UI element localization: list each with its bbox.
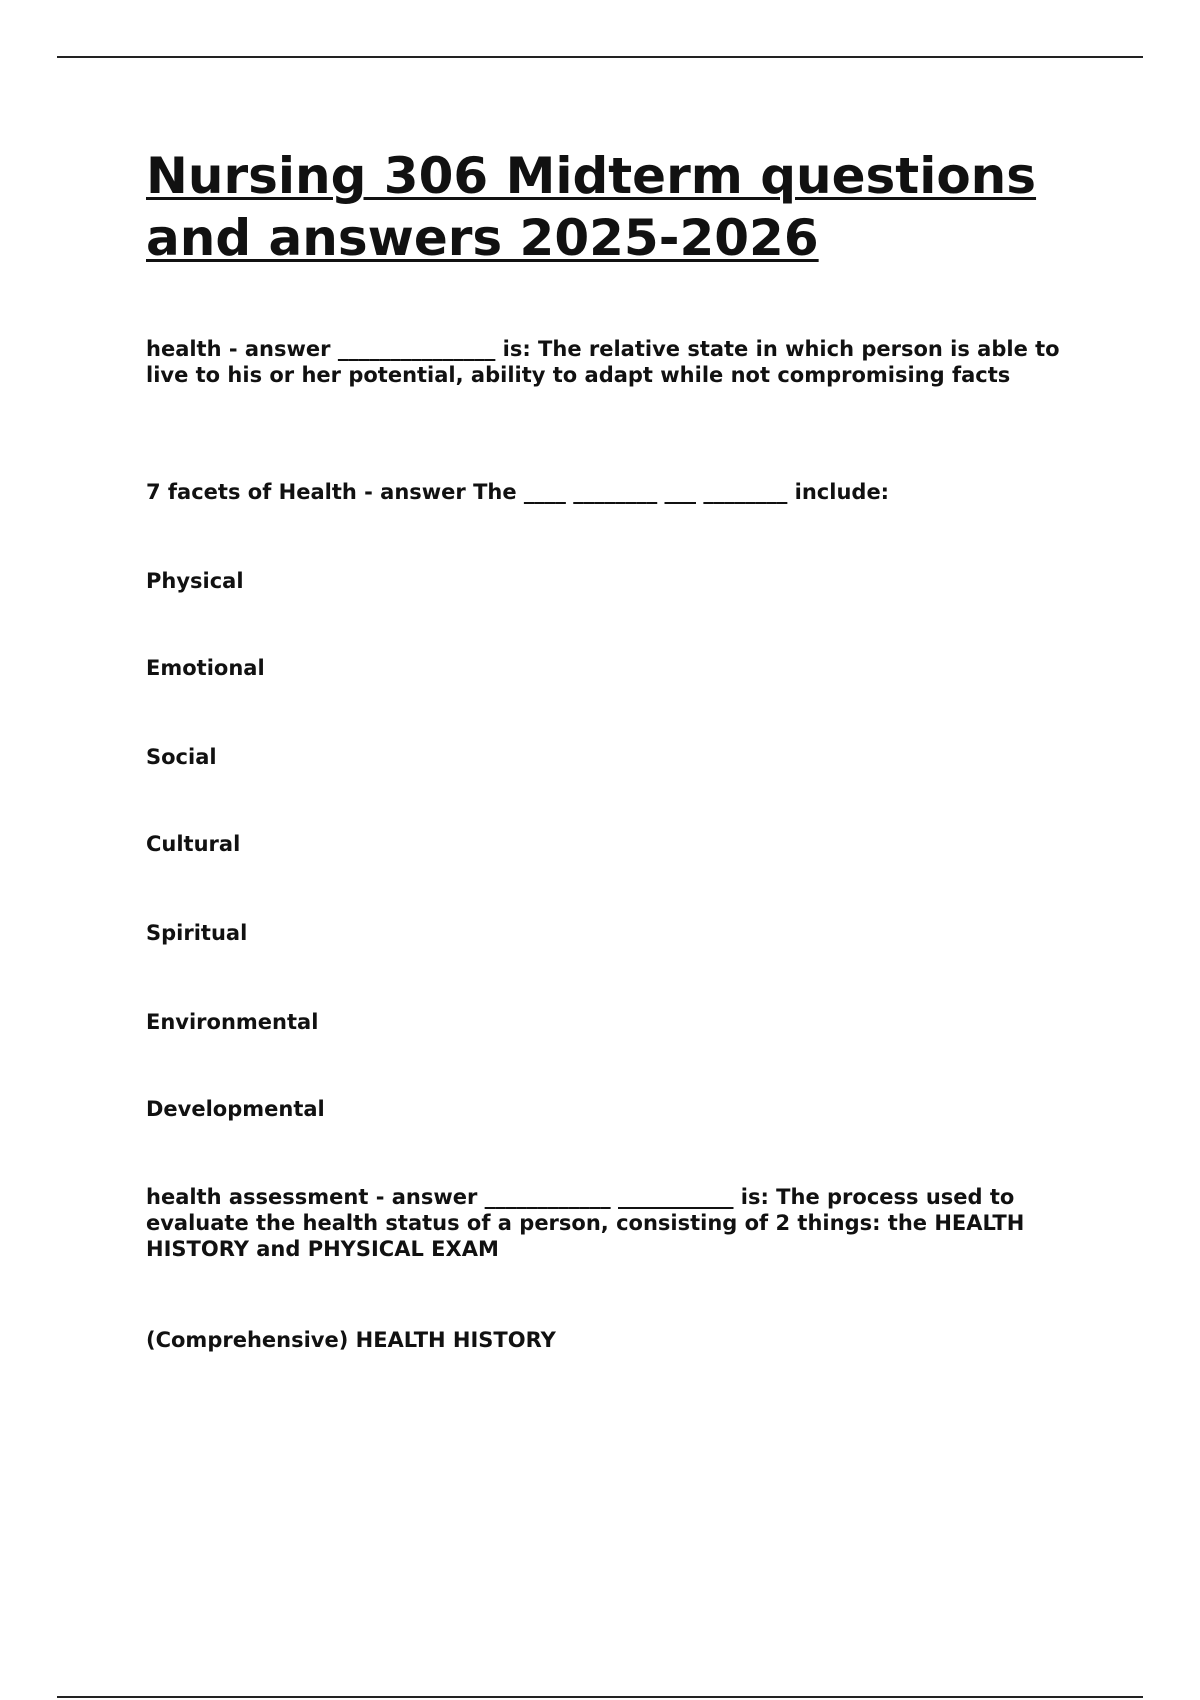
facet-item: Spiritual (146, 921, 248, 945)
qa-health-assessment: health assessment - answer ____________ ___________ is: The process used to evaluate the health status of a person, consisting of 2 things: the HEALTH HISTORY and PHYSICAL EXAM (146, 1185, 1025, 1261)
header-rule (57, 56, 1143, 58)
footer-rule (57, 1696, 1143, 1698)
document-title: Nursing 306 Midterm questions and answers 2025-2026 (146, 147, 1037, 267)
section-heading-health-history: (Comprehensive) HEALTH HISTORY (146, 1328, 556, 1352)
facet-item: Social (146, 745, 217, 769)
facet-item: Environmental (146, 1010, 319, 1034)
facet-item: Cultural (146, 832, 241, 856)
facet-item: Developmental (146, 1097, 325, 1121)
facet-item: Physical (146, 569, 244, 593)
document-body (146, 145, 1096, 1352)
qa-facets-of-health: 7 facets of Health - answer The ____ ________ ___ ________ include: (146, 480, 890, 504)
facet-item: Emotional (146, 656, 265, 680)
qa-health: health - answer _______________ is: The relative state in which person is able to live to his or her potential, ability to adapt while not compromising facts (146, 337, 1060, 387)
